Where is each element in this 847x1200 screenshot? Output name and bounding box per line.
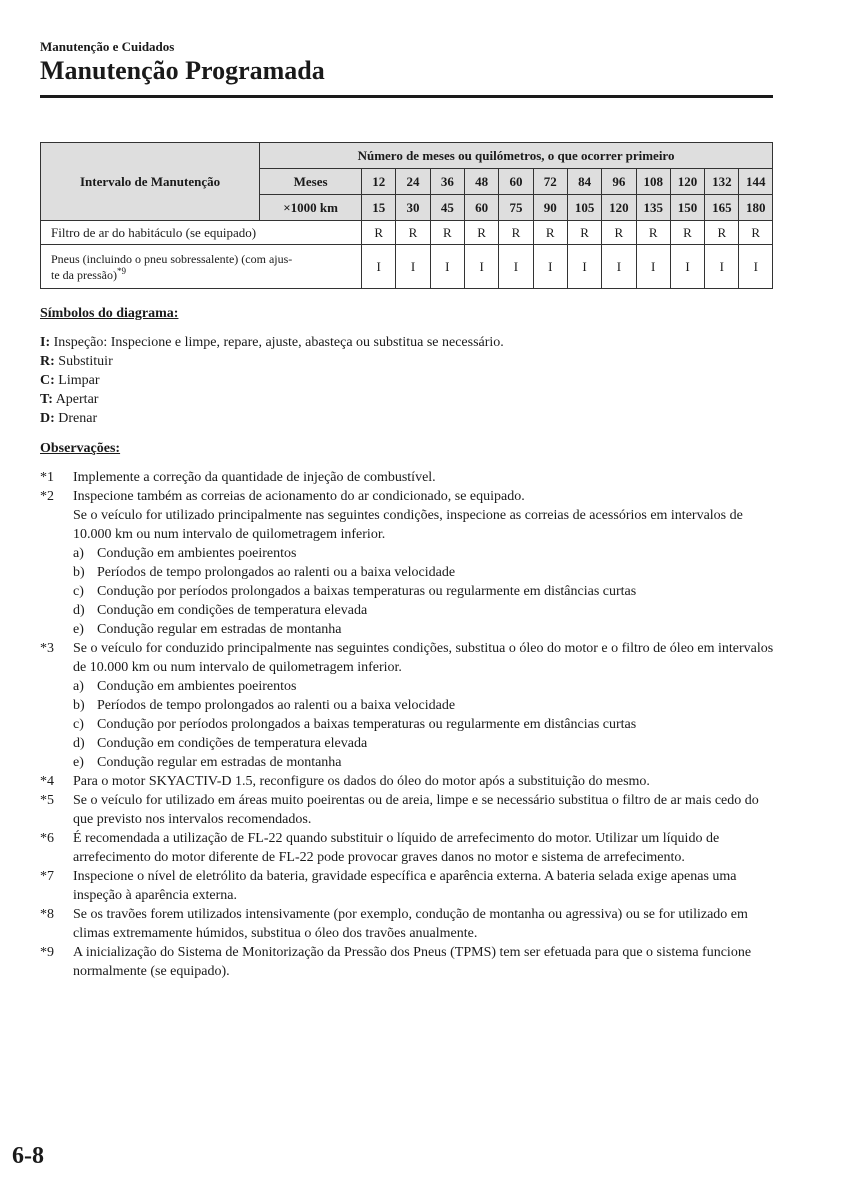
months-cell: 12 [362,169,396,195]
symbol-item [40,371,775,390]
table-cell: R [396,221,430,245]
page-title: Manutenção Programada [40,56,325,85]
condition-text: Condução em condições de temperatura elevada [97,736,368,751]
symbols-heading [40,304,775,323]
months-cell: 48 [464,169,498,195]
table-row [41,221,773,245]
km-cell: 75 [499,195,533,221]
note-text: Implemente a correção da quantidade de injeção de combustível. [73,470,436,485]
note-marker: *2 [40,489,54,504]
km-cell: 30 [396,195,430,221]
note-item [40,772,775,791]
condition-text: Períodos de tempo prolongados ao ralenti ou a baixa velocidade [97,565,456,580]
row-label-tyres [41,245,362,289]
symbol-key: I: [40,335,51,350]
condition-letter: c) [73,717,84,732]
table-cell: R [533,221,567,245]
symbol-text: Limpar [54,373,100,388]
condition-item [73,563,775,582]
table-row [41,245,773,289]
note-marker: *5 [40,793,54,808]
table-cell: I [567,245,601,289]
note-text: Inspecione o nível de eletrólito da bateria, gravidade específica e aparência externa. A bateria selada exige apenas uma inspeção à aparência externa. [73,869,737,903]
table-cell: R [705,221,739,245]
condition-item [73,582,775,601]
table-cell: R [430,221,464,245]
months-cell: 24 [396,169,430,195]
months-cell: 120 [670,169,704,195]
note-text: Se o veículo for conduzido principalmente nas seguintes condições, substitua o óleo do motor e o filtro de óleo em intervalos de 10.000 km ou num intervalo de quilometragem inferior. [73,641,774,675]
table-cell: I [430,245,464,289]
condition-item [73,715,775,734]
table-cell: I [636,245,670,289]
months-cell: 60 [499,169,533,195]
months-cell: 96 [602,169,636,195]
condition-letter: d) [73,736,85,751]
note-text: Para o motor SKYACTIV-D 1.5, reconfigure os dados do óleo do motor após a substituição do mesmo. [73,774,650,789]
symbol-key: R: [40,354,55,369]
note-text: Se os travões forem utilizados intensivamente (por exemplo, condução de montanha ou agressiva) ou se for utilizado em climas extremamente húmidos, substitua o óleo dos travões anualmente. [73,907,748,941]
note-marker: *8 [40,907,54,922]
condition-text: Condução regular em estradas de montanha [97,755,342,770]
page-number: 6-8 [12,1143,44,1169]
symbol-key: C: [40,373,55,388]
symbol-text: Substituir [54,354,113,369]
symbol-item [40,352,775,371]
note-item [40,829,775,867]
months-cell: 108 [636,169,670,195]
table-cell: R [602,221,636,245]
note-item [40,867,775,905]
symbol-item [40,390,775,409]
condition-text: Períodos de tempo prolongados ao ralenti ou a baixa velocidade [97,698,456,713]
condition-item [73,544,775,563]
note-text: A inicialização do Sistema de Monitorização da Pressão dos Pneus (TPMS) tem ser efetuada para que o sistema funcione normalmente (se equipado). [73,945,752,979]
note-item [40,905,775,943]
note-item [40,639,775,772]
table-cell: I [464,245,498,289]
note-text: Inspecione também as correias de acionamento do ar condicionado, se equipado. [73,489,525,504]
table-cell: I [499,245,533,289]
condition-item [73,601,775,620]
condition-text: Condução por períodos prolongados a baixas temperaturas ou regularmente em distâncias curtas [97,717,637,732]
note-marker: *3 [40,641,54,656]
condition-item [73,696,775,715]
footnote-ref: *9 [116,265,126,276]
note-item [40,468,775,487]
table-cell: I [533,245,567,289]
months-cell: 144 [739,169,773,195]
symbol-item [40,409,775,428]
note-item [40,791,775,829]
table-cell: I [739,245,773,289]
note-marker: *9 [40,945,54,960]
note-marker: *4 [40,774,54,789]
section-label: Manutenção e Cuidados [40,39,175,54]
condition-item [73,734,775,753]
months-label: Meses [260,169,362,195]
note-text: Se o veículo for utilizado principalmente nas seguintes condições, inspecione as correias de acessórios em intervalos de 10.000 km ou num intervalo de quilometragem inferior. [73,508,743,542]
condition-letter: d) [73,603,85,618]
table-cell: I [670,245,704,289]
note-marker: *6 [40,831,54,846]
km-cell: 165 [705,195,739,221]
table-cell: R [567,221,601,245]
km-cell: 60 [464,195,498,221]
note-text: É recomendada a utilização de FL-22 quando substituir o líquido de arrefecimento do motor. Utilizar um líquido de arrefecimento do motor diferente de FL-22 pode provocar graves danos no motor e sistema de arrefecimento. [73,831,720,865]
condition-letter: e) [73,755,84,770]
km-cell: 120 [602,195,636,221]
condition-item [73,753,775,772]
symbol-text: Inspeção: Inspecione e limpe, repare, ajuste, abasteça ou substitua se necessário. [50,335,504,350]
table-cell: I [396,245,430,289]
observations-list [40,468,775,981]
condition-letter: a) [73,546,84,561]
symbol-text: Drenar [54,411,98,426]
condition-text: Condução regular em estradas de montanha [97,622,342,637]
condition-letter: b) [73,698,85,713]
table-cell: R [670,221,704,245]
note-text: Se o veículo for utilizado em áreas muito poeirentas ou de areia, limpe e se necessário substitua o filtro de ar mais cedo do que previsto nos intervalos recomendados. [73,793,759,827]
months-cell: 72 [533,169,567,195]
km-cell: 180 [739,195,773,221]
note-item [40,487,775,639]
interval-header: Intervalo de Manutenção [41,143,260,221]
months-cell: 132 [705,169,739,195]
condition-text: Condução em ambientes poeirentos [97,546,297,561]
condition-letter: a) [73,679,84,694]
table-cell: R [636,221,670,245]
row-label-line: te da pressão) [51,267,117,282]
row-label-cabin-filter: Filtro de ar do habitáculo (se equipado) [41,221,362,245]
symbols-heading-text: Símbolos do diagrama: [40,306,179,321]
symbol-key: T: [40,392,53,407]
table-cell: R [464,221,498,245]
km-label: ×1000 km [260,195,362,221]
condition-item [73,677,775,696]
condition-text: Condução em condições de temperatura elevada [97,603,368,618]
condition-letter: c) [73,584,84,599]
months-cell: 84 [567,169,601,195]
months-cell: 36 [430,169,464,195]
condition-text: Condução por períodos prolongados a baixas temperaturas ou regularmente em distâncias curtas [97,584,637,599]
table-cell: R [739,221,773,245]
row-label-line: Pneus (incluindo o pneu sobressalente) (com ajus- [51,251,293,266]
maintenance-table [40,142,773,289]
symbol-item [40,333,775,352]
condition-letter: b) [73,565,85,580]
km-cell: 150 [670,195,704,221]
note-item [40,943,775,981]
note-marker: *1 [40,470,54,485]
symbol-key: D: [40,411,55,426]
observations-heading [40,439,775,458]
table-cell: R [499,221,533,245]
condition-item [73,620,775,639]
span-header: Número de meses ou quilómetros, o que ocorrer primeiro [260,143,773,169]
note-marker: *7 [40,869,54,884]
km-cell: 45 [430,195,464,221]
km-cell: 15 [362,195,396,221]
symbol-text: Apertar [52,392,99,407]
table-cell: I [705,245,739,289]
table-cell: I [602,245,636,289]
observations-heading-text: Observações: [40,441,121,456]
table-cell: I [362,245,396,289]
km-cell: 105 [567,195,601,221]
km-cell: 90 [533,195,567,221]
condition-letter: e) [73,622,84,637]
symbols-list [40,333,775,428]
km-cell: 135 [636,195,670,221]
title-divider [40,95,773,98]
condition-text: Condução em ambientes poeirentos [97,679,297,694]
table-cell: R [362,221,396,245]
